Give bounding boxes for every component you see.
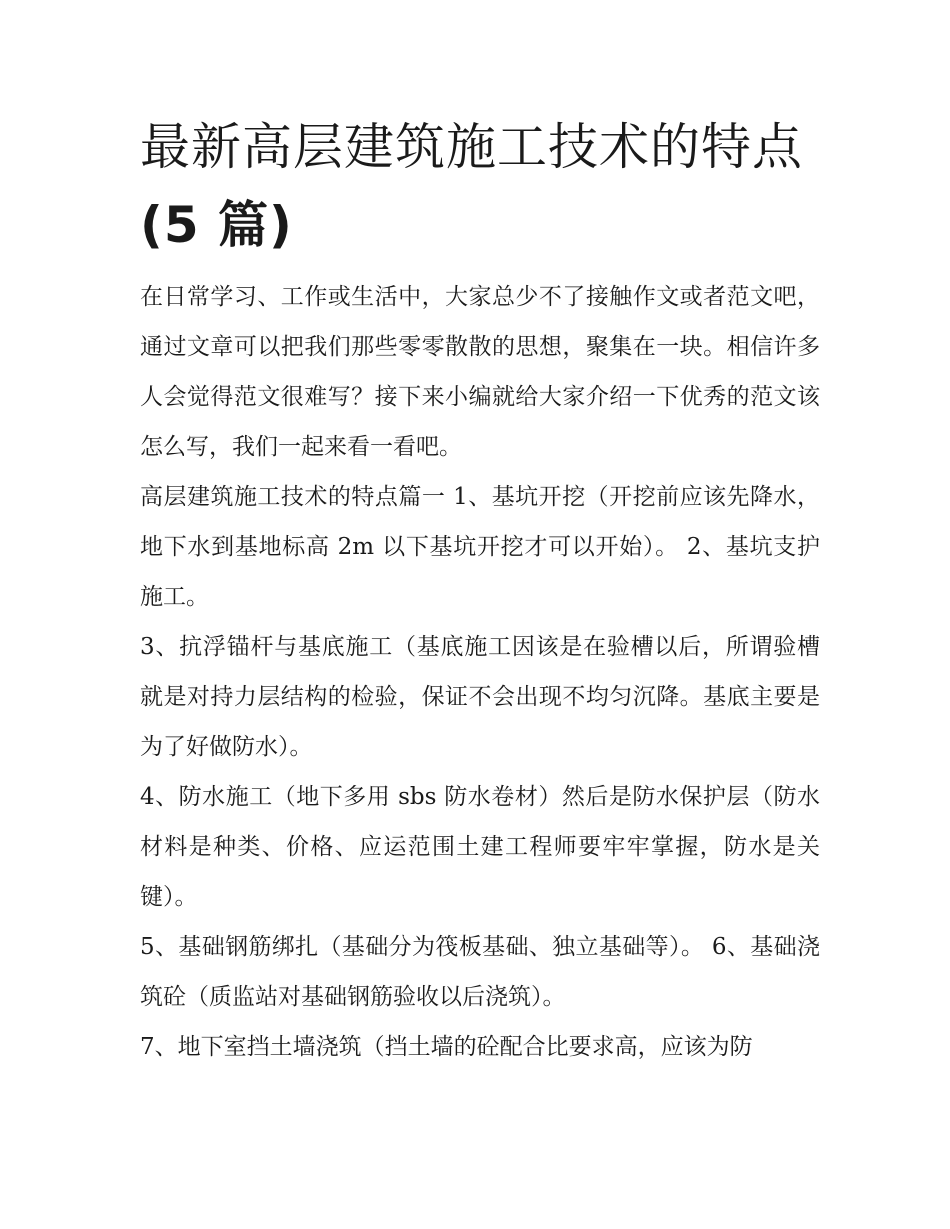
section-paragraph-4: 4、防水施工（地下多用 sbs 防水卷材）然后是防水保护层（防水材料是种类、价格、应运范围土建工程师要牢牢掌握，防水是关键）。 — [140, 784, 820, 910]
intro-paragraph: 在日常学习、工作或生活中，大家总少不了接触作文或者范文吧，通过文章可以把我们那些零零散散的思想，聚集在一块。相信许多人会觉得范文很难写？接下来小编就给大家介绍一下优秀的范文该怎么写，我们一起来看一看吧。 — [140, 284, 820, 460]
section-paragraph-5: 5、基础钢筋绑扎（基础分为筏板基础、独立基础等）。 6、基础浇筑砼（质监站对基础钢筋验收以后浇筑）。 — [140, 934, 820, 1010]
section-paragraph-7: 7、地下室挡土墙浇筑（挡土墙的砼配合比要求高，应该为防 — [140, 1034, 753, 1060]
section-paragraph-1: 高层建筑施工技术的特点篇一 1、基坑开挖（开挖前应该先降水，地下水到基地标高 2m 以下基坑开挖才可以开始）。 2、基坑支护施工。 — [140, 484, 820, 610]
section-paragraph-3: 3、抗浮锚杆与基底施工（基底施工因该是在验槽以后，所谓验槽就是对持力层结构的检验，保证不会出现不均匀沉降。基底主要是为了好做防水）。 — [140, 634, 820, 760]
title-count: (5 篇) — [140, 196, 293, 254]
document-page — [140, 108, 820, 1072]
title-main: 最新高层建筑施工技术的特点 — [140, 118, 803, 176]
document-title — [140, 108, 820, 264]
